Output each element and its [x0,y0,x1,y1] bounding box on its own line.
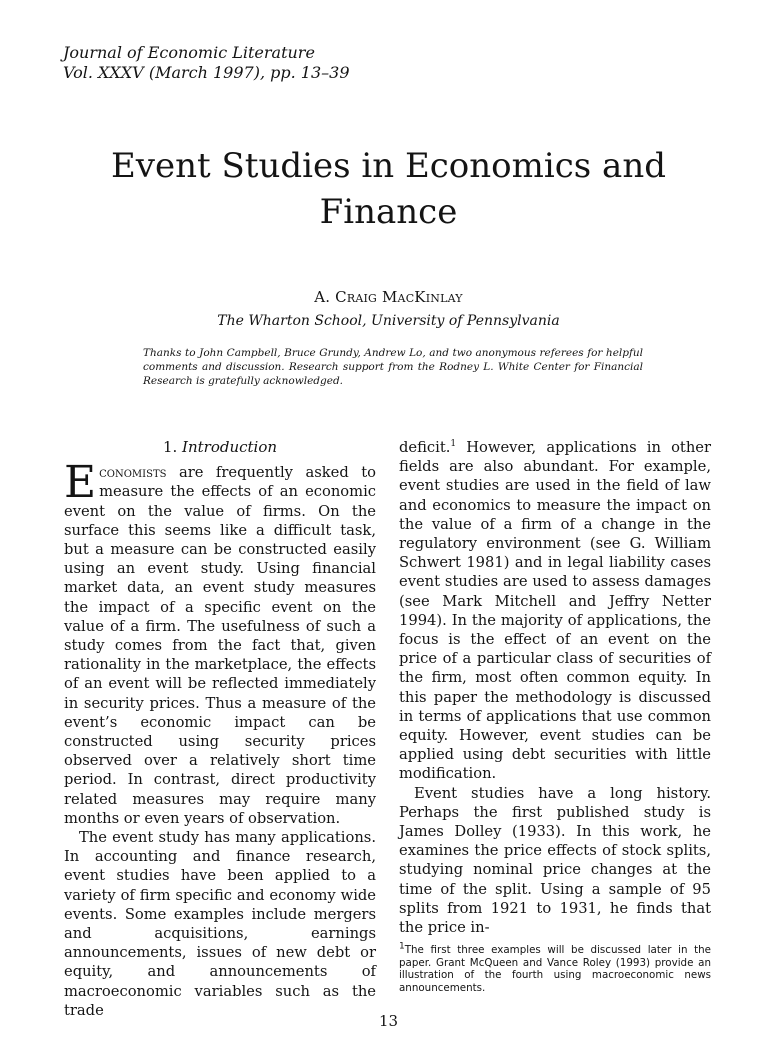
left-column [64,438,376,1020]
drop-cap: E [64,457,97,509]
article-title [40,143,737,235]
footnote-text: The first three examples will be discussed later in the paper. Grant McQueen and Vance Roley (1993) provide an illustration of the fourth using macroeconomic news announcements. [399,944,711,994]
section-title: Introduction [182,438,278,456]
paragraph-3: Event studies have a long history. Perhaps the first published study is James Dolley (1933). In this work, he examines the price effects of stock splits, studying nominal price changes at the time of the split. Using a sample of 95 splits from 1921 to 1931, he finds that the price in- [399,784,711,937]
author-affiliation: The Wharton School, University of Pennsylvania [217,313,560,329]
paragraph-2-cont-start: deficit. [399,439,451,456]
paragraph-2-cont-text: However, applications in other fields are also abundant. For example, event studies are used in the field of law and economics to measure the impact on the value of a firm of a change in the regulatory environment (see G. William Schwert 1981) and in legal liability cases event studies are used to assess damages (see Mark Mitchell and Jeffry Netter 1994). In the majority of applications, the focus is the effect of an event on the price of a particular class of securities of the firm, most often common equity. In this paper the methodology is discussed in terms of applications that use common equity. However, event studies can be applied using debt securities with little modification. [399,439,711,783]
paragraph-2: The event study has many applications. In accounting and finance research, event studies have been applied to a variety of firm specific and economy wide events. Some examples include mergers and acquisitions, earnings announcements, issues of new debt or equity, and announcements of macroeconomic variables such as the trade [64,829,376,1019]
paragraph-1-text: are frequently asked to measure the effects of an economic event on the value of firms. On the surface this seems like a difficult task, but a measure can be constructed easily using an event study. Using financial market data, an event study measures the impact of a specific event on the value of a firm. The usefulness of such a study comes from the fact that, given rationality in the marketplace, the effects of an event will be reflected immediately in security prices. Thus a measure of the event’s economic impact can be constructed using security prices observed over a relatively short time period. In contrast, direct productivity related measures may require many months or even years of observation. [64,464,376,827]
footnote-number: 1 [399,941,405,952]
footnote-marker[interactable]: 1 [450,439,457,450]
right-column [399,438,711,937]
journal-header [63,43,350,83]
paragraph-1 [64,457,376,828]
footnote [399,941,711,994]
author-name: A. Craig MacKinlay [314,288,463,306]
section-number: 1. [162,438,178,456]
title-line-1: Event Studies in Economics and [110,146,666,186]
section-heading [64,438,376,457]
title-line-2: Finance [319,192,458,232]
journal-name: Journal of Economic Literature [63,43,315,62]
paragraph-1-smallcaps: conomists [99,464,167,482]
acknowledgements: Thanks to John Campbell, Bruce Grundy, Andrew Lo, and two anonymous referees for helpful comments and discussion. Research support from the Rodney L. White Center for Financial Research is gratefully acknowledged. [143,347,643,387]
paragraph-2-continued [399,438,711,784]
volume-info: Vol. XXXV (March 1997), pp. 13–39 [63,63,350,82]
page-number: 13 [378,1012,399,1030]
